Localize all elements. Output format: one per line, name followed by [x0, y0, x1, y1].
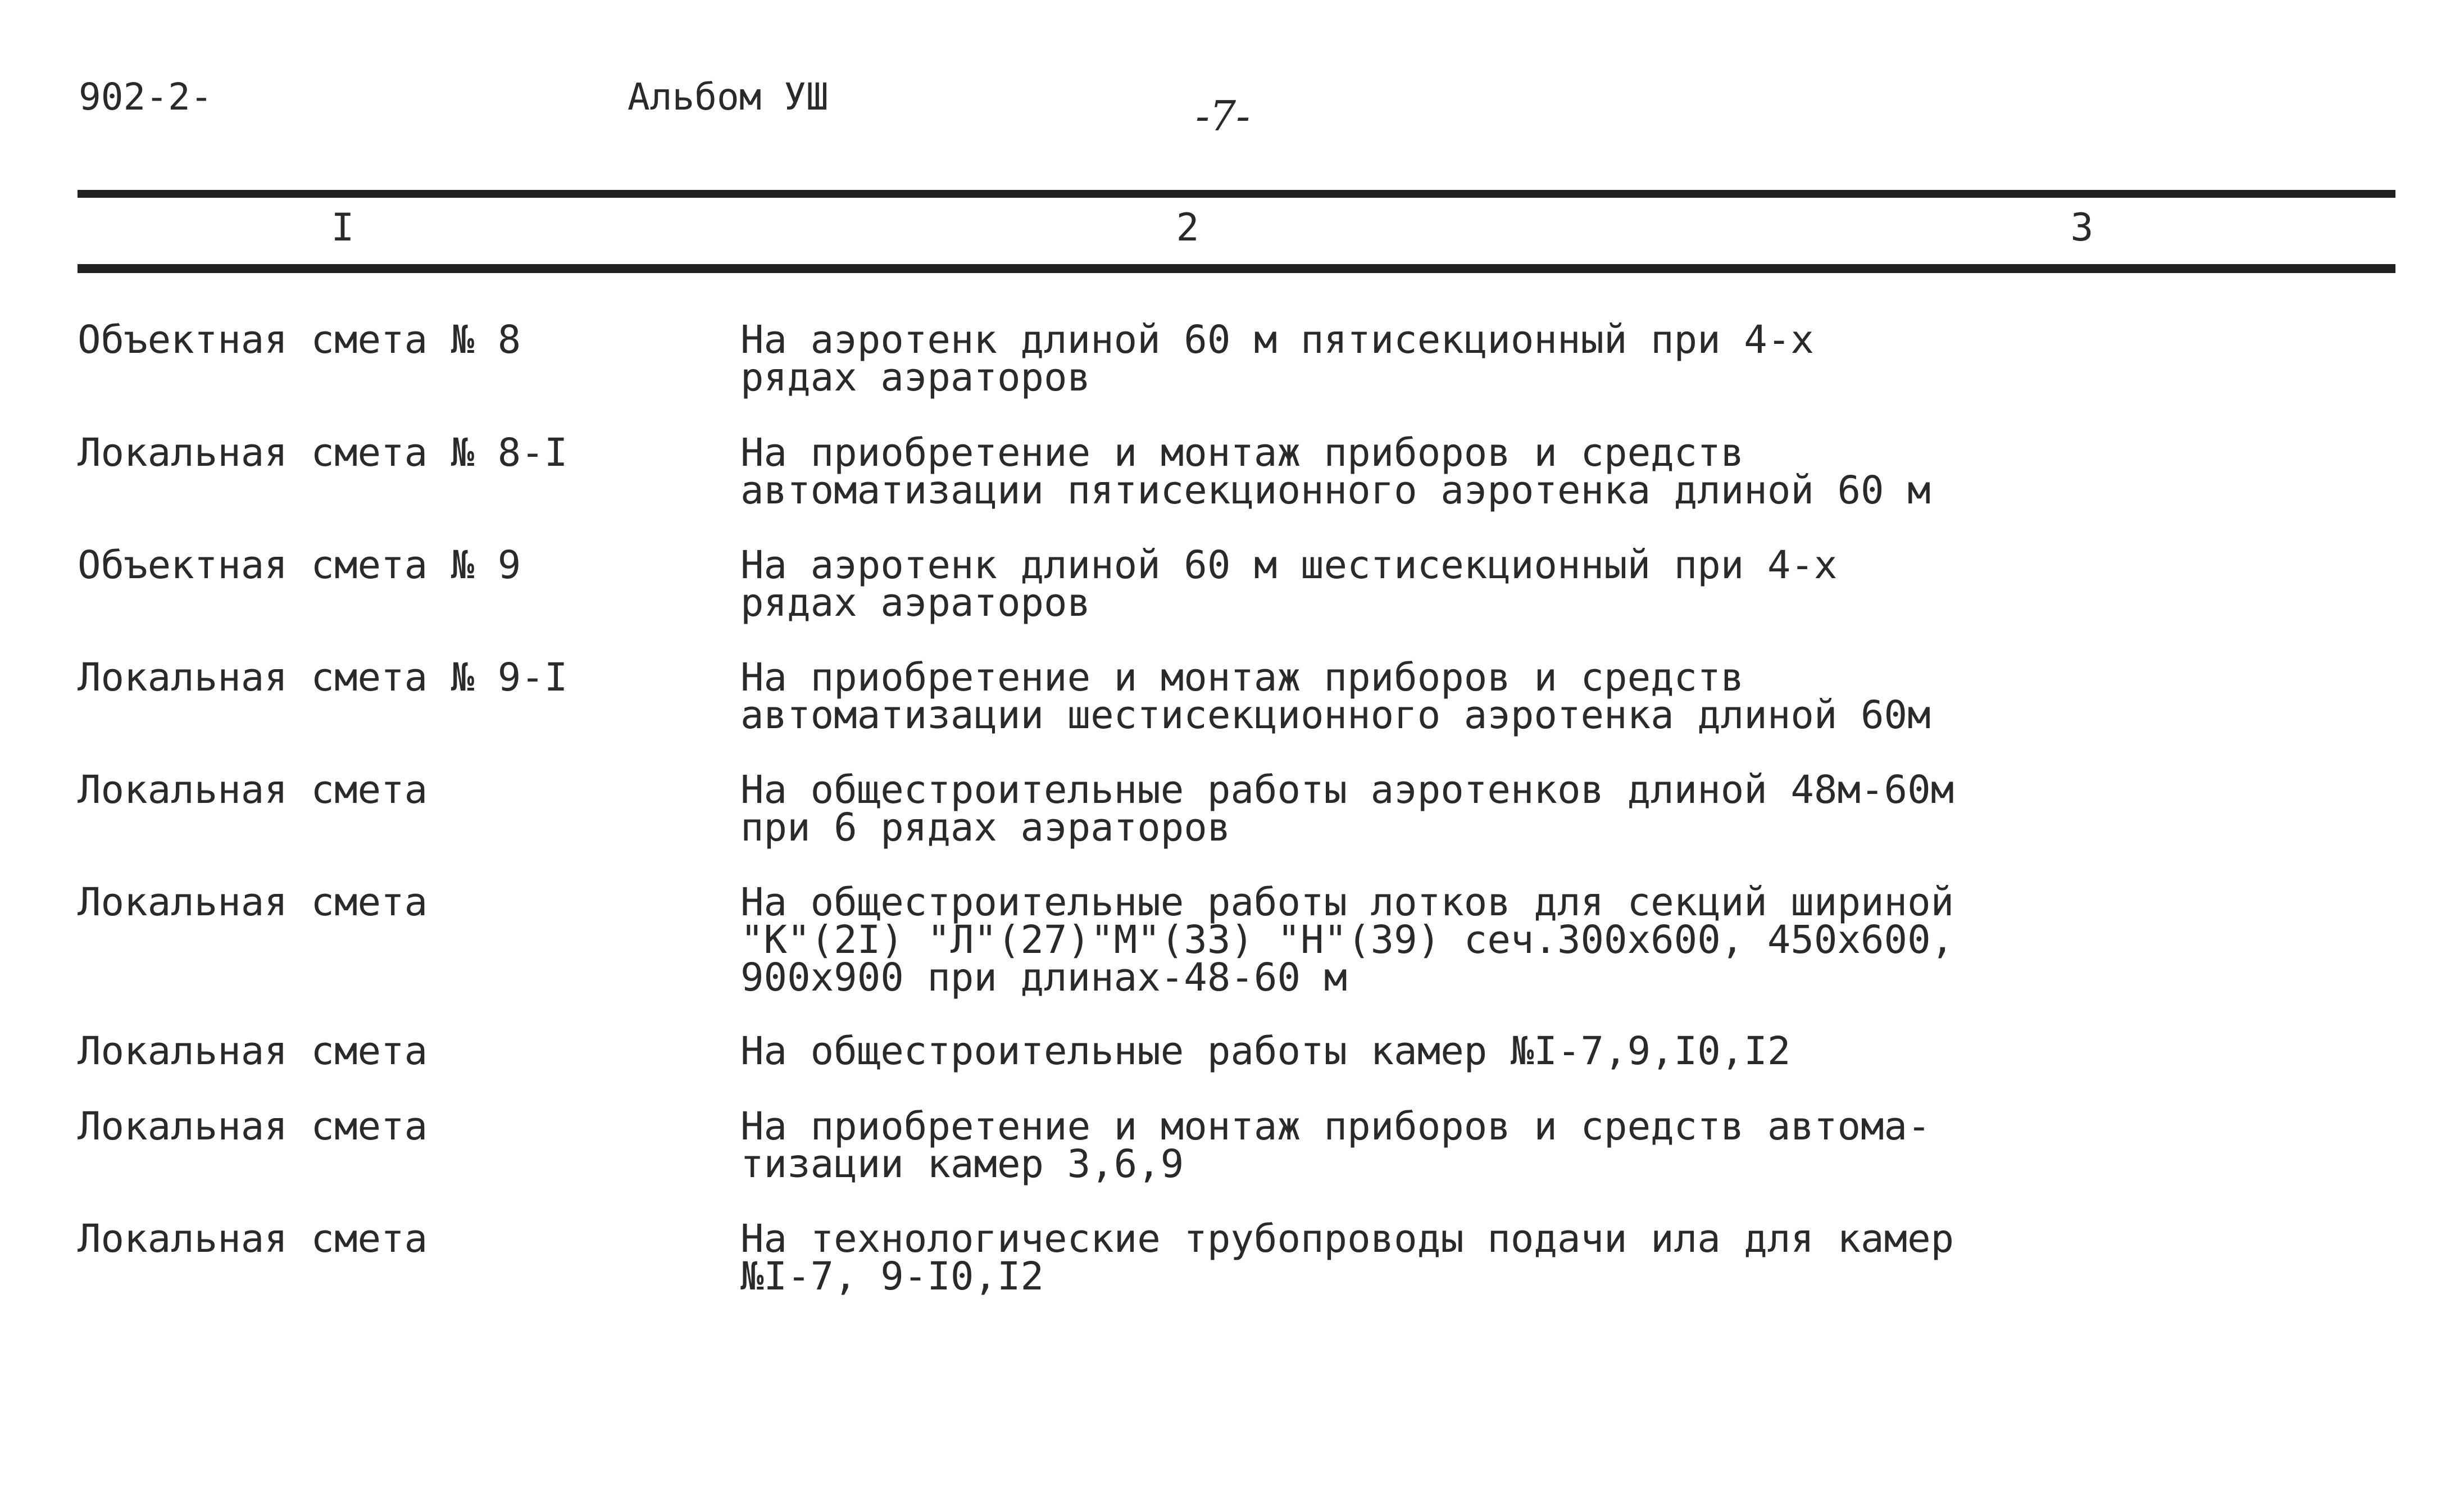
column-header-2: 2 — [1176, 206, 1199, 250]
description-line: На аэротенк длиной 60 м пятисекционный при 4-х — [740, 317, 1814, 362]
description-line: при 6 рядах аэраторов — [740, 805, 1231, 850]
estimate-description — [740, 430, 1976, 513]
description-line: тизации камер 3,6,9 — [740, 1142, 1184, 1187]
description-line: автоматизации пятисекционного аэротенка длиной 60 м — [740, 468, 1931, 513]
estimate-title: Локальная смета — [78, 1216, 428, 1261]
estimate-title: Локальная смета — [78, 1029, 428, 1074]
estimate-description — [740, 1216, 1976, 1299]
estimate-description — [740, 880, 1976, 1000]
estimate-title: Объектная смета № 9 — [78, 543, 521, 588]
description-line: "К"(2I) "Л"(27)"М"(33) "Н"(39) сеч.300х600, 450х600, — [740, 918, 1954, 962]
description-line: На общестроительные работы аэротенков длиной 48м-60м — [740, 768, 1954, 812]
page-number: -7- — [1195, 92, 1251, 140]
description-line: рядах аэраторов — [740, 580, 1091, 625]
estimate-description — [740, 1104, 1976, 1187]
description-line: 900х900 при длинах-48-60 м — [740, 955, 1348, 1000]
table-header-rule — [78, 264, 2395, 273]
estimate-title: Локальная смета № 8-I — [78, 430, 568, 475]
estimate-title: Локальная смета № 9-I — [78, 655, 568, 700]
description-line: На общестроительные работы лотков для секций шириной — [740, 880, 1954, 925]
description-line: рядах аэраторов — [740, 355, 1091, 400]
column-header-3: 3 — [2070, 206, 2094, 250]
estimate-title: Локальная смета — [78, 768, 428, 812]
description-line: На общестроительные работы камер №I-7,9,I0,I2 — [740, 1029, 1791, 1074]
estimate-title: Объектная смета № 8 — [78, 317, 521, 362]
estimate-description — [740, 768, 1976, 850]
description-line: На приобретение и монтаж приборов и средств автома- — [740, 1104, 1931, 1149]
album-title: Альбом УШ — [628, 75, 829, 119]
estimate-description — [740, 543, 1976, 625]
description-line: На приобретение и монтаж приборов и средств — [740, 430, 1744, 475]
estimate-description — [740, 655, 1976, 738]
column-header-1: I — [331, 206, 354, 250]
description-line: На приобретение и монтаж приборов и средств — [740, 655, 1744, 700]
estimate-description — [740, 317, 1976, 400]
description-line: автоматизации шестисекционного аэротенка длиной 60м — [740, 693, 1931, 738]
description-line: На технологические трубопроводы подачи ила для камер — [740, 1216, 1954, 1261]
description-line: На аэротенк длиной 60 м шестисекционный при 4-х — [740, 543, 1838, 588]
document-code: 902-2- — [79, 75, 213, 119]
estimate-title: Локальная смета — [78, 880, 428, 925]
estimate-description — [740, 1029, 1976, 1074]
description-line: №I-7, 9-I0,I2 — [740, 1254, 1044, 1299]
table-top-rule — [78, 190, 2395, 198]
estimate-title: Локальная смета — [78, 1104, 428, 1149]
